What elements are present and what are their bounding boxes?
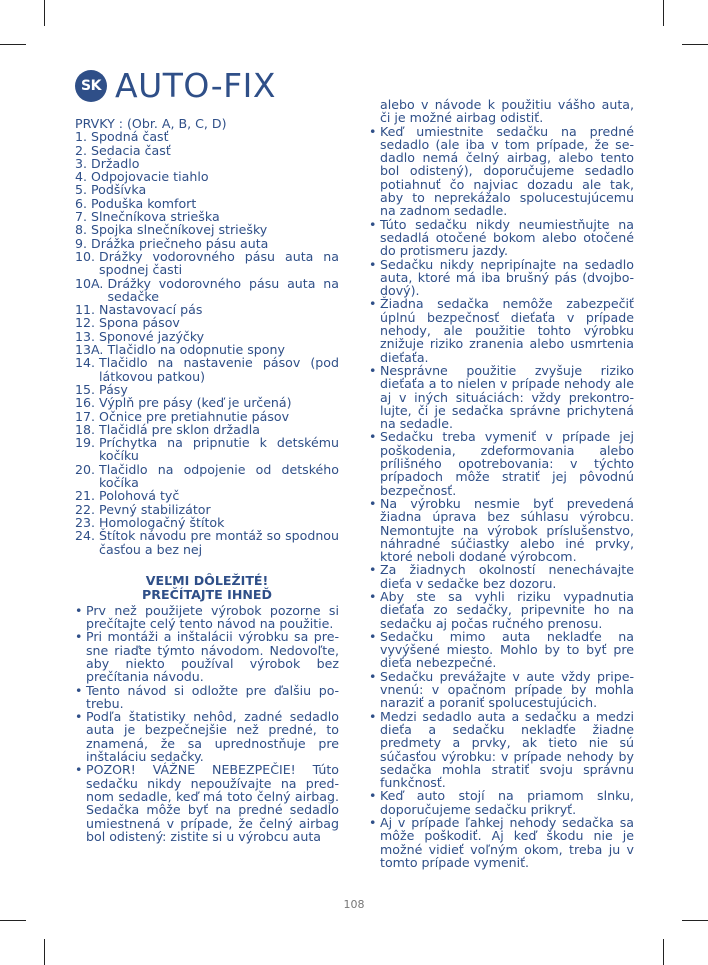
- parts-list-item: [75, 516, 339, 529]
- warning-list-item: [369, 710, 634, 790]
- parts-item-number: 11.: [75, 302, 100, 318]
- parts-item-label: Poduška komfort: [91, 195, 197, 211]
- warning-item-text: Aby ste sa vyhli riziku vypadnutia dieťaťa zo sedačky, pripevnite ho na sedačku aj počas ručného prenosu.: [380, 588, 634, 631]
- parts-list-item: [75, 277, 339, 304]
- parts-item-number: 8.: [75, 222, 92, 238]
- parts-item-number: 13.: [75, 328, 100, 344]
- warning-item-text: Za žiadnych okolností nenechávajte dieťa v sedačke bez dozoru.: [380, 562, 634, 591]
- bullet-icon: •: [75, 602, 83, 618]
- parts-item-label: Podšívka: [91, 182, 147, 198]
- parts-list-item: [75, 210, 339, 223]
- warning-item-text: Tento návod si odložte pre ďalšiu potrebu.: [86, 682, 339, 711]
- parts-item-label: Polohová tyč: [99, 488, 180, 504]
- parts-item-label: Spodná časť: [91, 129, 169, 145]
- warning-list-item: [75, 630, 339, 683]
- bullet-icon: •: [369, 562, 377, 578]
- bullet-icon: •: [369, 788, 377, 804]
- warning-item-text: Žiadna sedačka nemôže zabezpečiť úplnú bezpečnosť dieťaťa v prípade nehody, ale použitie tohto výrobku znižuje riziko zranenia alebo usmrtenia dieťaťa.: [380, 296, 634, 365]
- parts-item-label: Drážky vodorovného pásu auta na sedačke: [107, 275, 339, 304]
- warning-item-text: Sedačku mimo auta nekladťe na vyvýšené miesto. Mohlo by to byť pre dieťa nebezpečné.: [380, 628, 634, 671]
- page-number: 108: [343, 898, 365, 911]
- warning-item-text: Pri montáži a inštalácii výrobku sa presne riaďte týmto návodom. Nedovoľte, aby niekto používal výrobok bez prečítania návodu.: [86, 629, 339, 685]
- bullet-icon: •: [75, 682, 83, 698]
- parts-list-item: [75, 223, 339, 236]
- crop-mark-top-right: [663, 0, 664, 26]
- warning-item-text: Medzi sedadlo auta a sedačku a medzi dieťa a sedačku nekladťe žiadne predmety a prvky, ak tieto nie sú súčasťou výrobku: v prípade nehody by sedačka mohla stratiť svoju správnu funkčnosť.: [380, 708, 634, 791]
- parts-item-label: Homologačný štítok: [99, 514, 225, 530]
- parts-item-number: 22.: [75, 501, 100, 517]
- warning-item-text: Sedačku nikdy nepripínajte na sedadlo auta, ktoré má iba brušný pás (dvojbodový).: [380, 256, 634, 299]
- parts-list-item: [75, 157, 339, 170]
- parts-item-number: 6.: [75, 195, 92, 211]
- parts-list-item: [75, 144, 339, 157]
- parts-item-number: 10.: [75, 248, 100, 264]
- parts-list-item: [75, 183, 339, 196]
- parts-item-number: 3.: [75, 155, 92, 171]
- warning-heading-line2: PREČÍTAJTE IHNEĎ: [142, 586, 272, 602]
- parts-item-label: Spona pásov: [99, 315, 180, 331]
- warning-list-item: [369, 497, 634, 563]
- page-title: [75, 68, 276, 104]
- parts-item-number: 1.: [75, 129, 92, 145]
- warning-list-item: [369, 364, 634, 430]
- bullet-icon: •: [75, 629, 83, 645]
- parts-list-item: [75, 423, 339, 436]
- parts-list-item: [75, 503, 339, 516]
- bullet-icon: •: [369, 815, 377, 831]
- bullet-icon: •: [369, 362, 377, 378]
- warning-item-text: Túto sedačku nikdy neumiestňujte na sedadlá otočené bokom alebo otočené do protismeru jazdy.: [380, 216, 634, 259]
- parts-item-number: 16.: [75, 395, 100, 411]
- parts-item-number: 18.: [75, 421, 100, 437]
- crop-mark-bottom-left: [44, 939, 45, 965]
- parts-item-label: Drážky vodorovného pásu auta na spodnej časti: [99, 248, 339, 278]
- parts-list: [75, 130, 339, 556]
- parts-list-item: [75, 383, 339, 396]
- left-column: [75, 117, 339, 843]
- warning-list-item: [369, 258, 634, 298]
- crop-mark-right-top: [682, 44, 708, 45]
- parts-list-item: [75, 356, 339, 383]
- warning-list-item: [369, 430, 634, 496]
- parts-item-label: Príchytka na pripnutie k detskému kočíku: [99, 435, 339, 464]
- warning-item-text: Prv než použijete výrobok pozorne si prečítajte celý tento návod na použitie.: [86, 602, 339, 632]
- parts-item-number: 20.: [75, 461, 100, 477]
- warning-list-item: [369, 670, 634, 710]
- warning-heading: [75, 574, 339, 602]
- warning-list-item: [369, 590, 634, 630]
- bullet-icon: •: [369, 123, 377, 139]
- bullet-icon: •: [369, 588, 377, 604]
- parts-list-item: [75, 343, 339, 356]
- parts-item-number: 17.: [75, 408, 100, 424]
- bullet-icon: •: [369, 628, 377, 644]
- warning-item-text: Podľa štatistiky nehôd, zadné sedadlo auta je bezpečnejšie než predné, to znamená, že sa uprednostňuje pre inštaláciu sedačky.: [86, 709, 339, 765]
- warning-item-text: Aj v prípade ľahkej nehody sedačka sa môže poškodiť. Aj keď škodu nie je možné vidieť voľným okom, treba ju v tomto prípade vymeniť.: [380, 815, 634, 870]
- parts-item-number: 13A.: [75, 342, 108, 358]
- parts-item-label: Drážka priečneho pásu auta: [91, 235, 269, 251]
- warning-list-item: [75, 763, 339, 843]
- parts-item-number: 7.: [75, 209, 92, 225]
- parts-item-number: 4.: [75, 169, 92, 185]
- parts-list-item: [75, 529, 339, 556]
- parts-list-item: [75, 197, 339, 210]
- warning-item-text: Keď umiestnite sedačku na predné sedadlo (ale iba v tom prípade, že sedadlo nemá čelný airbag, alebo tento bol odistený), doporučujeme sedadlo potiahnuť čo najviac dozadu ale tak, aby to neprekážalo spolucestujúcemu na zadnom sedadle.: [380, 123, 634, 219]
- parts-item-label: Sponové jazýčky: [99, 328, 205, 344]
- parts-item-label: Očnice pre pretiahnutie pásov: [99, 408, 290, 424]
- warning-list-right: [369, 125, 634, 870]
- parts-item-label: Pásy: [99, 381, 128, 397]
- parts-list-item: [75, 396, 339, 409]
- parts-item-label: Pevný stabilizátor: [99, 501, 211, 517]
- bullet-icon: •: [369, 296, 377, 312]
- parts-list-item: [75, 330, 339, 343]
- parts-item-number: 15.: [75, 381, 100, 397]
- warning-continuation: alebo v návode k použitiu vášho auta, či je možné airbag odistiť.: [380, 97, 634, 126]
- warning-item-text: Keď auto stojí na priamom slnku, doporučujeme sedačku prikryť.: [380, 788, 634, 817]
- bullet-icon: •: [369, 495, 377, 511]
- warning-list-left: [75, 604, 339, 843]
- parts-list-item: [75, 250, 339, 277]
- warning-item-text: Nesprávne použitie zvyšuje riziko dieťaťa a to nielen v prípade nehody ale aj v iných situáciách: vždy prekontrolujte, či je sedačka správne prichytená na sedadle.: [380, 362, 634, 432]
- crop-mark-left-bottom: [0, 920, 26, 921]
- warning-item-text: Sedačku prevážajte v aute vždy pripevnenú: v opačnom prípade by mohla naraziť a poraniť spolucestujúcich.: [380, 668, 634, 711]
- parts-item-number: 5.: [75, 182, 92, 198]
- parts-item-number: 19.: [75, 435, 100, 451]
- parts-list-item: [75, 130, 339, 143]
- bullet-icon: •: [369, 216, 377, 232]
- warning-list-item: [75, 684, 339, 711]
- language-badge: SK: [75, 70, 107, 102]
- warning-list-item: [75, 604, 339, 631]
- crop-mark-right-bottom: [682, 920, 708, 921]
- parts-item-label: Odpojovacie tiahlo: [91, 169, 209, 185]
- crop-mark-top-left: [44, 0, 45, 26]
- right-column: [369, 98, 634, 869]
- parts-item-label: Štítok návodu pre montáž so spodnou časťou a bez nej: [99, 528, 339, 557]
- parts-item-number: 21.: [75, 488, 100, 504]
- warning-list-item: [369, 563, 634, 590]
- parts-item-label: Spojka slnečníkovej striešky: [91, 222, 268, 238]
- parts-item-number: 23.: [75, 514, 100, 530]
- parts-heading: PRVKY : (Obr. A, B, C, D): [75, 116, 227, 131]
- parts-item-label: Držadlo: [91, 155, 140, 171]
- parts-item-label: Tlačidlá pre sklon držadla: [99, 421, 260, 437]
- warning-list-item: [75, 710, 339, 763]
- parts-list-item: [75, 237, 339, 250]
- parts-item-label: Tlačidlo na odopnutie spony: [107, 342, 285, 358]
- bullet-icon: •: [369, 429, 377, 445]
- parts-item-label: Tlačidlo na odpojenie od detského kočíka: [99, 461, 339, 491]
- parts-list-item: [75, 316, 339, 329]
- parts-item-number: 2.: [75, 142, 92, 158]
- crop-mark-left-top: [0, 44, 26, 45]
- parts-item-label: Tlačidlo na nastavenie pásov (pod látkovou patkou): [99, 355, 339, 384]
- warning-list-item: [369, 218, 634, 258]
- warning-list-item: [369, 789, 634, 816]
- parts-list-item: [75, 463, 339, 490]
- parts-item-label: Nastavovací pás: [99, 302, 203, 318]
- parts-item-label: Slnečníkova strieška: [91, 209, 220, 225]
- warning-item-text: POZOR! VÁŽNE NEBEZPEČIE! Túto sedačku nikdy nepoužívajte na prednom sedadle, keď má toto čelný airbag. Sedačka môže byť na predné sedadlo umiestnená v prípade, že čelný airbag bol odistený: zistite si u výrobcu auta: [86, 762, 339, 844]
- parts-item-label: Sedacia časť: [91, 142, 171, 158]
- parts-list-item: [75, 170, 339, 183]
- parts-list-item: [75, 436, 339, 463]
- bullet-icon: •: [75, 762, 83, 778]
- warning-list-item: [369, 816, 634, 869]
- parts-list-item: [75, 489, 339, 502]
- product-name: AUTO-FIX: [115, 66, 277, 105]
- warning-heading-line1: VEĽMI DÔLEŽITÉ!: [145, 572, 269, 588]
- parts-list-item: [75, 303, 339, 316]
- parts-item-number: 24.: [75, 528, 100, 544]
- parts-item-number: 9.: [75, 235, 92, 251]
- parts-item-number: 14.: [75, 355, 100, 371]
- parts-list-item: [75, 410, 339, 423]
- bullet-icon: •: [369, 708, 377, 724]
- parts-item-label: Výplň pre pásy (keď je určená): [99, 395, 292, 411]
- bullet-icon: •: [75, 709, 83, 725]
- warning-list-item: [369, 630, 634, 670]
- crop-mark-bottom-right: [663, 939, 664, 965]
- parts-item-number: 10A.: [75, 275, 108, 291]
- warning-item-text: Na výrobku nesmie byť prevedená žiadna úprava bez súhlasu výrobcu. Nemontujte na výrobok príslušenstvo, náhradné súčiastky alebo iné prvky, ktoré neboli dodané výrobcom.: [380, 495, 634, 565]
- parts-item-number: 12.: [75, 315, 100, 331]
- warning-list-item: [369, 125, 634, 218]
- bullet-icon: •: [369, 256, 377, 272]
- warning-list-item: [369, 297, 634, 363]
- bullet-icon: •: [369, 668, 377, 684]
- warning-item-text: Sedačku treba vymeniť v prípade jej poškodenia, zdeformovania alebo prílišného opotrebovania: v týchto prípadoch môže stratiť jej pôvodnú bezpečnosť.: [380, 429, 634, 498]
